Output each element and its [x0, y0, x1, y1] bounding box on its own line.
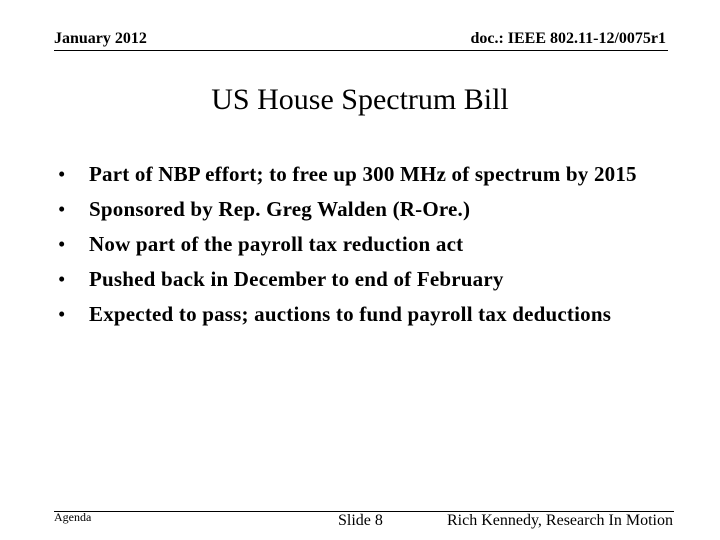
header-divider — [54, 50, 668, 51]
bullet-icon: • — [58, 302, 66, 326]
footer-agenda-label: Agenda — [54, 510, 92, 524]
bullet-icon: • — [58, 232, 66, 256]
bullet-icon: • — [58, 162, 66, 186]
bullet-item — [58, 230, 668, 259]
bullet-text: Expected to pass; auctions to fund payroll tax deductions — [89, 302, 612, 326]
bullet-item — [58, 160, 668, 189]
header-document-id: doc.: IEEE 802.11-12/0075r1 — [470, 30, 666, 47]
bullet-text: Sponsored by Rep. Greg Walden (R-Ore.) — [89, 197, 471, 221]
footer-author: Rich Kennedy, Research In Motion — [446, 512, 673, 529]
bullet-item — [58, 195, 668, 224]
bullet-text: Part of NBP effort; to free up 300 MHz of spectrum by 2015 — [89, 162, 637, 186]
bullet-list — [58, 160, 668, 335]
slide-title: US House Spectrum Bill — [211, 83, 509, 116]
bullet-item — [58, 265, 668, 294]
header-date: January 2012 — [54, 30, 147, 47]
bullet-item — [58, 300, 668, 329]
bullet-icon: • — [58, 267, 66, 291]
bullet-text: Now part of the payroll tax reduction act — [89, 232, 464, 256]
slide-number: Slide 8 — [338, 512, 383, 529]
bullet-text: Pushed back in December to end of February — [89, 267, 504, 291]
bullet-icon: • — [58, 197, 66, 221]
